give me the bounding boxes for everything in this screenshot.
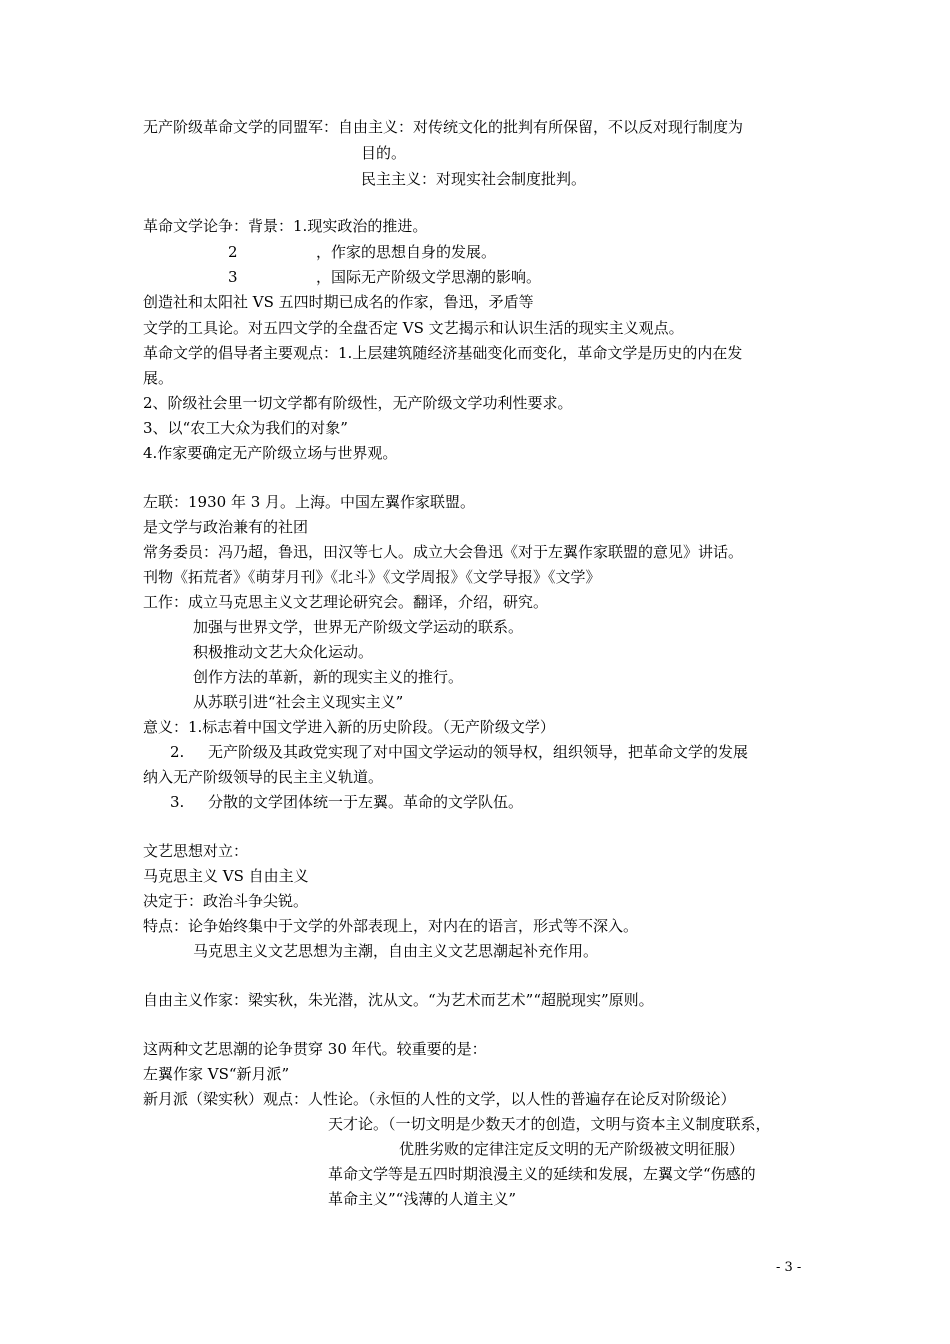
list-number: 2 — [228, 243, 238, 261]
text-line: 马克思主义文艺思想为主潮，自由主义文艺思潮起补充作用。 — [193, 942, 599, 960]
text-line: 左翼作家 VS“新月派” — [143, 1065, 290, 1083]
text-line: 民主主义：对现实社会制度批判。 — [361, 170, 587, 188]
text-line: 文学的工具论。对五四文学的全盘否定 VS 文艺揭示和认识生活的现实主义观点。 — [143, 319, 684, 337]
text-line: 常务委员：冯乃超，鲁迅，田汉等七人。成立大会鲁迅《对于左翼作家联盟的意见》讲话。 — [143, 543, 744, 561]
text-line: 自由主义作家：梁实秋，朱光潜，沈从文。“为艺术而艺术”“超脱现实”原则。 — [143, 991, 654, 1009]
text-line: 刊物《拓荒者》《萌芽月刊》《北斗》《文学周报》《文学导报》《文学》 — [143, 568, 601, 586]
list-number: 2. — [170, 743, 185, 761]
text-line: 天才论。（一切文明是少数天才的创造，文明与资本主义制度联系， — [328, 1115, 771, 1133]
text-line: 分散的文学团体统一于左翼。革命的文学队伍。 — [208, 793, 524, 811]
text-line: 从苏联引进“社会主义现实主义” — [193, 693, 404, 711]
text-line: 马克思主义 VS 自由主义 — [143, 867, 309, 885]
page-number: - 3 - — [776, 1260, 802, 1275]
text-line: 2、阶级社会里一切文学都有阶级性，无产阶级文学功利性要求。 — [143, 394, 573, 412]
text-line: 文艺思想对立： — [143, 842, 249, 860]
text-line: 革命文学等是五四时期浪漫主义的延续和发展，左翼文学“伤感的 — [328, 1165, 756, 1183]
text-line: 革命主义”“浅薄的人道主义” — [328, 1190, 517, 1208]
list-number: 3 — [228, 268, 238, 286]
text-line: 3、以“农工大众为我们的对象” — [143, 419, 348, 437]
text-line: 积极推动文艺大众化运动。 — [193, 643, 374, 661]
text-line: 无产阶级及其政党实现了对中国文学运动的领导权，组织领导，把革命文学的发展 — [208, 743, 749, 761]
text-line: 创造社和太阳社 VS 五四时期已成名的作家，鲁迅，矛盾等 — [143, 293, 534, 311]
text-line: 纳入无产阶级领导的民主主义轨道。 — [143, 768, 384, 786]
text-line: 4.作家要确定无产阶级立场与世界观。 — [143, 444, 398, 462]
list-number: 3. — [170, 793, 185, 811]
text-line: 加强与世界文学，世界无产阶级文学运动的联系。 — [193, 618, 524, 636]
text-line: 特点：论争始终集中于文学的外部表现上，对内在的语言，形式等不深入。 — [143, 917, 639, 935]
text-line: 革命文学论争：背景：1.现实政治的推进。 — [143, 217, 428, 235]
text-line: 革命文学的倡导者主要观点：1.上层建筑随经济基础变化而变化，革命文学是历史的内在发 — [143, 344, 743, 362]
text-line: 是文学与政治兼有的社团 — [143, 518, 309, 536]
text-line: ，作家的思想自身的发展。 — [316, 243, 497, 261]
text-line: 目的。 — [361, 144, 407, 162]
text-line: ，国际无产阶级文学思潮的影响。 — [316, 268, 542, 286]
text-line: 左联：1930 年 3 月。上海。中国左翼作家联盟。 — [143, 493, 476, 511]
text-line: 无产阶级革命文学的同盟军：自由主义：对传统文化的批判有所保留，不以反对现行制度为 — [143, 118, 744, 136]
text-line: 这两种文艺思潮的论争贯穿 30 年代。较重要的是： — [143, 1040, 487, 1058]
text-line: 优胜劣败的定律注定反文明的无产阶级被文明征服） — [399, 1140, 745, 1158]
text-line: 意义：1.标志着中国文学进入新的历史阶段。（无产阶级文学） — [143, 718, 555, 736]
text-line: 新月派（梁实秋）观点：人性论。（永恒的人性的文学，以人性的普遍存在论反对阶级论） — [143, 1090, 736, 1108]
text-line: 创作方法的革新，新的现实主义的推行。 — [193, 668, 464, 686]
text-line: 工作：成立马克思主义文艺理论研究会。翻译，介绍，研究。 — [143, 593, 549, 611]
text-line: 决定于：政治斗争尖锐。 — [143, 892, 309, 910]
text-line: 展。 — [143, 369, 174, 387]
